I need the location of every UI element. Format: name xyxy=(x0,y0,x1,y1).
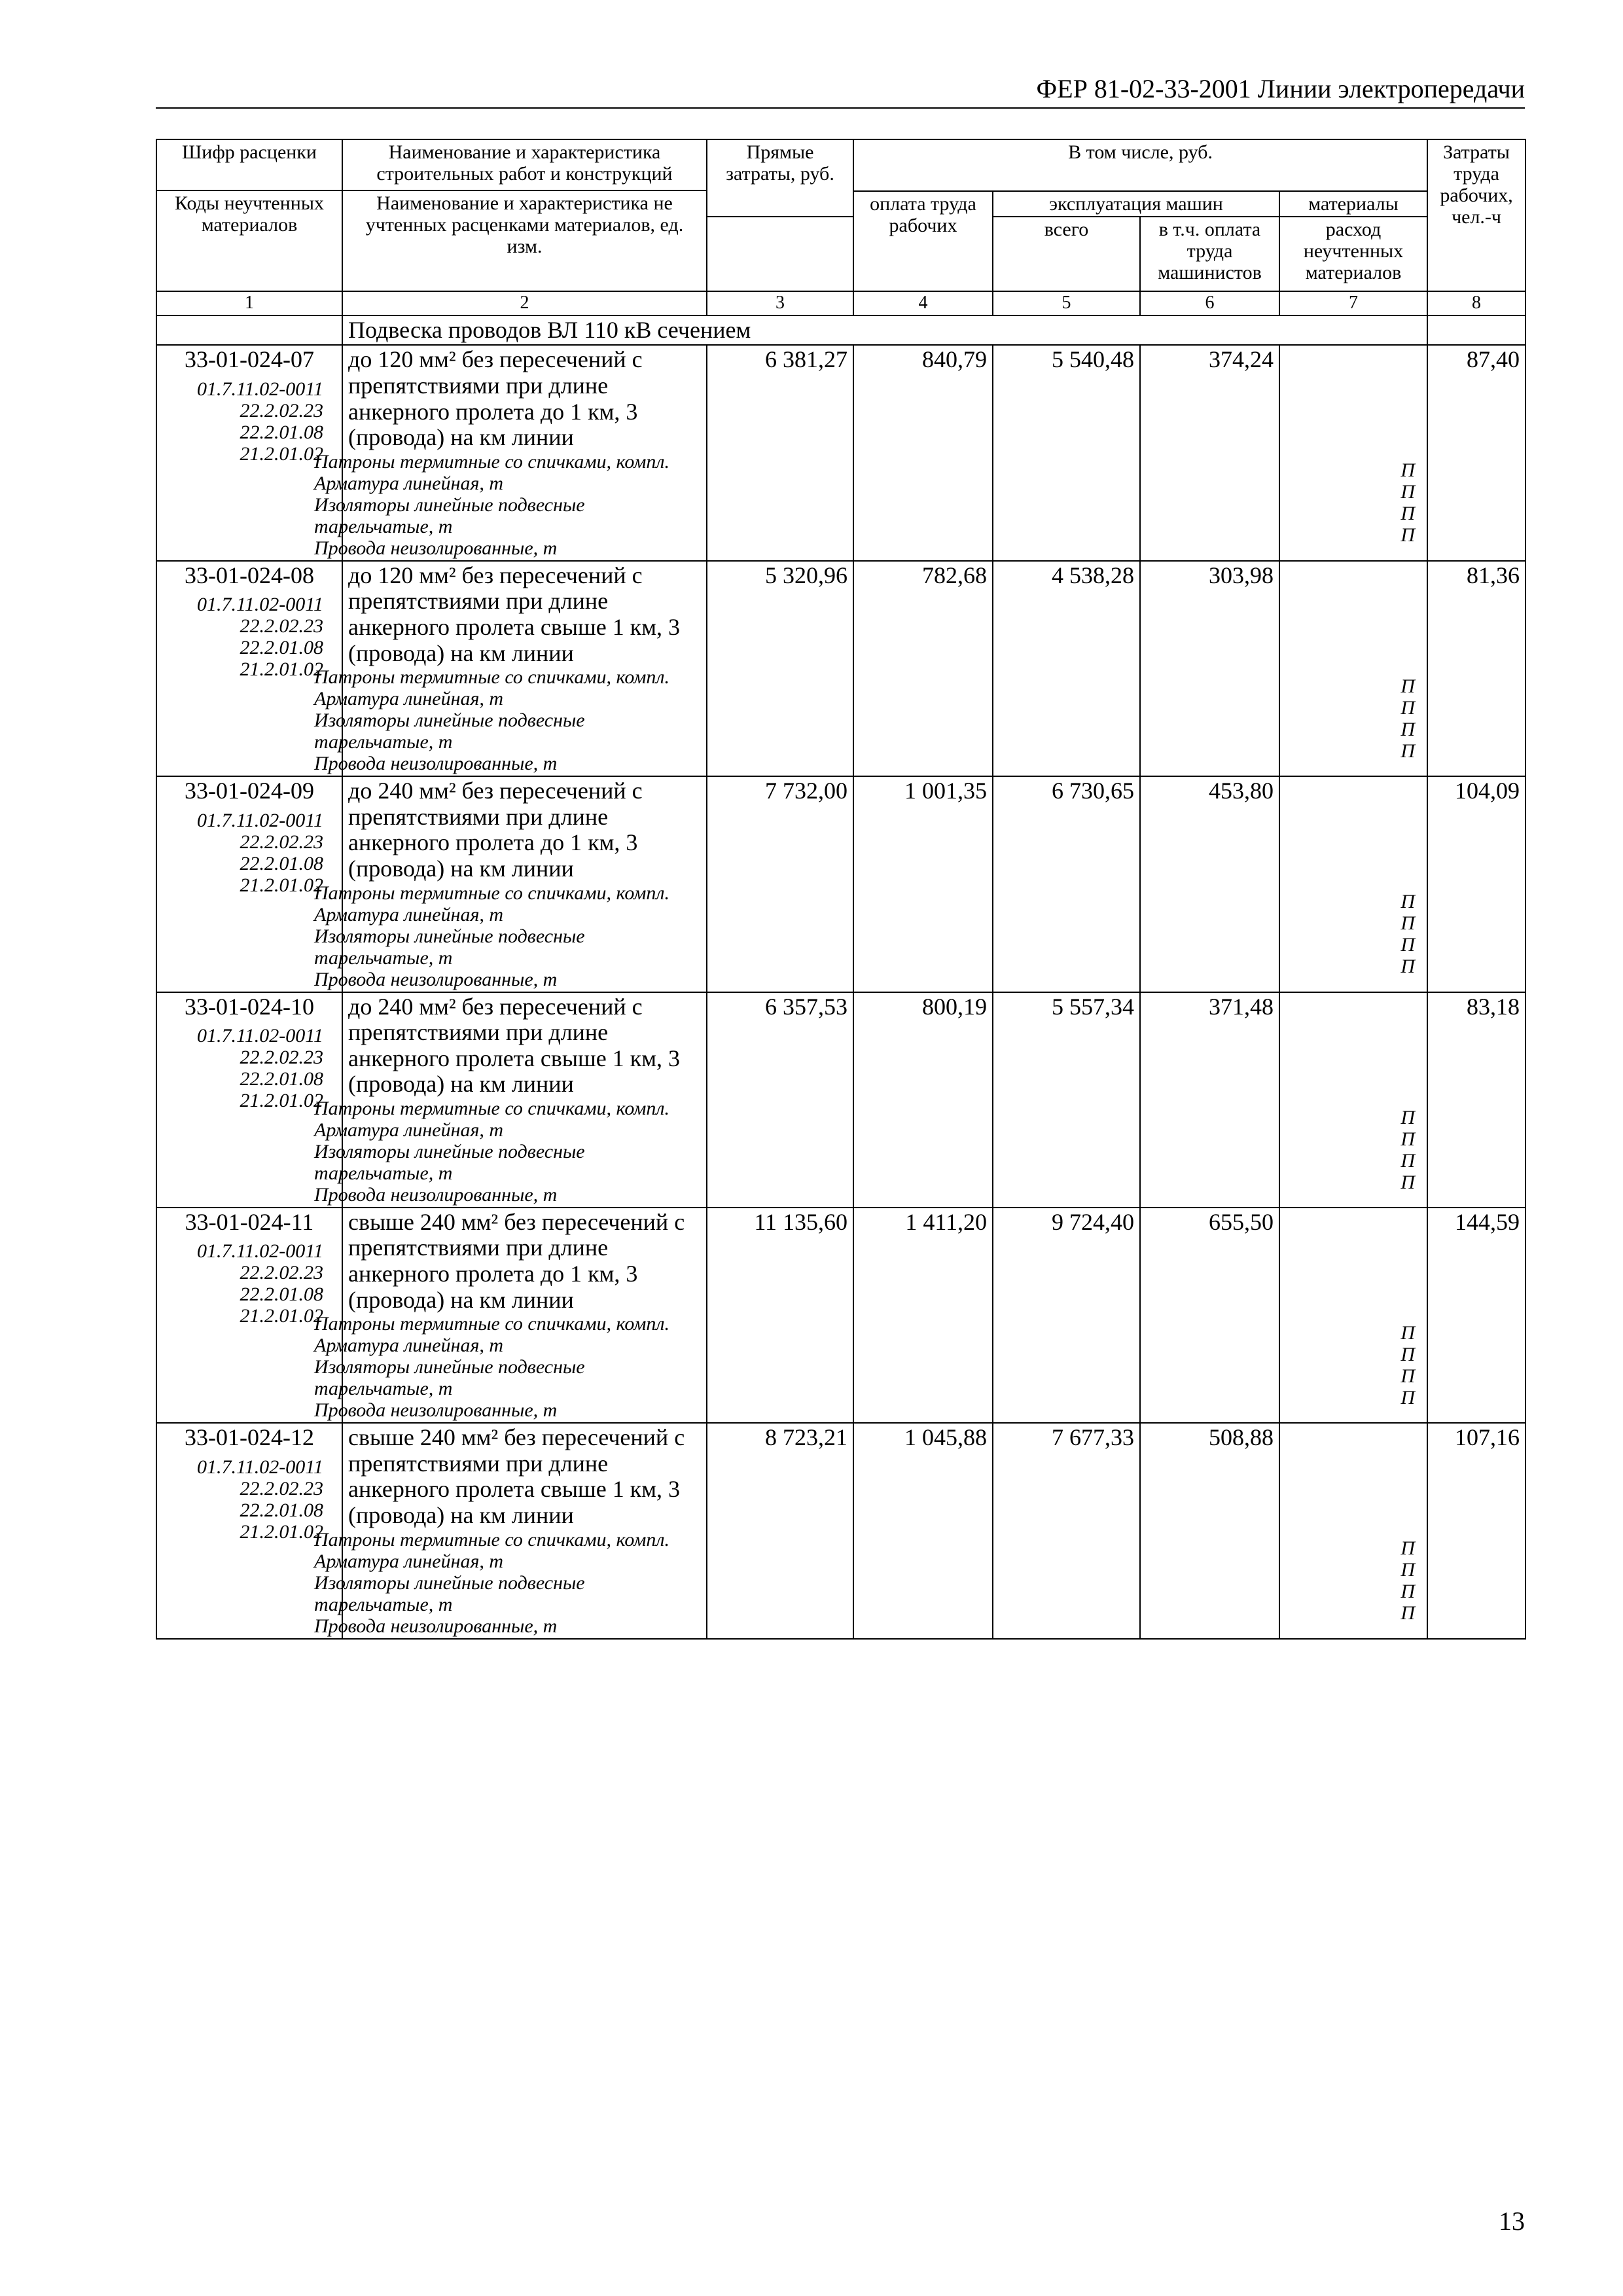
machine-labor: 508,88 xyxy=(1140,1423,1279,1638)
material-code: 01.7.11.02-0011 xyxy=(196,1240,323,1263)
section-title: Подвеска проводов ВЛ 110 кВ сечением xyxy=(342,315,1427,346)
material-flag: П xyxy=(1400,1128,1416,1150)
table-row xyxy=(156,561,1525,776)
material-name: Провода неизолированные, т xyxy=(314,753,558,775)
rate-desc-cell xyxy=(314,1208,707,1423)
material-code: 01.7.11.02-0011 xyxy=(196,809,323,831)
header-rule xyxy=(156,107,1525,109)
direct-cost: 6 381,27 xyxy=(707,345,853,560)
rate-code: 33-01-024-08 xyxy=(185,562,314,588)
material-code: 22.2.01.08 xyxy=(240,1499,323,1521)
material-code: 21.2.01.02 xyxy=(240,658,323,681)
rate-description: свыше 240 мм² без пересечений с препятствиями при длине анкерного пролета свыше 1 км, 3 (провода) на км линии xyxy=(348,1424,685,1529)
material-name: Изоляторы линейные подвесные тарельчатые, т xyxy=(314,1571,585,1615)
materials-cell xyxy=(1279,992,1427,1208)
material-name: Арматура линейная, т xyxy=(314,472,504,494)
material-code: 01.7.11.02-0011 xyxy=(196,1025,323,1047)
column-number: 4 xyxy=(853,291,993,315)
col3-header-cont xyxy=(707,217,853,291)
machine-labor: 303,98 xyxy=(1140,561,1279,776)
direct-cost: 8 723,21 xyxy=(707,1423,853,1638)
machine-labor: 374,24 xyxy=(1140,345,1279,560)
page-number: 13 xyxy=(1499,2206,1525,2236)
material-code: 22.2.02.23 xyxy=(240,1477,323,1499)
labor-hours: 107,16 xyxy=(1427,1423,1525,1638)
column-number: 6 xyxy=(1140,291,1279,315)
machine-total: 6 730,65 xyxy=(993,776,1140,992)
material-name: Патроны термитные со спичками, компл. xyxy=(314,1528,669,1551)
machine-total: 4 538,28 xyxy=(993,561,1140,776)
material-name: Провода неизолированные, т xyxy=(314,537,558,559)
col8-header: Затраты труда рабочих, чел.-ч xyxy=(1427,139,1525,291)
material-code: 01.7.11.02-0011 xyxy=(196,594,323,616)
materials-cell xyxy=(1279,345,1427,560)
material-code: 22.2.02.23 xyxy=(240,831,323,853)
material-flag: П xyxy=(1400,1343,1416,1365)
material-flag: П xyxy=(1400,503,1416,525)
rate-description: свыше 240 мм² без пересечений с препятствиями при длине анкерного пролета до 1 км, 3 (провода) на км линии xyxy=(348,1208,685,1313)
col1-header-bottom: Коды неучтенных материалов xyxy=(156,190,342,291)
labor-cost: 782,68 xyxy=(853,561,993,776)
material-flag: П xyxy=(1400,891,1416,913)
col7-header: расход неучтенных материалов xyxy=(1279,217,1427,291)
materials-header: материалы xyxy=(1279,191,1427,217)
table-row xyxy=(156,1423,1525,1638)
material-name: Патроны термитные со спичками, компл. xyxy=(314,450,669,473)
column-number: 1 xyxy=(156,291,342,315)
material-name: Арматура линейная, т xyxy=(314,1119,504,1141)
material-flag: П xyxy=(1400,524,1416,547)
rate-description: до 120 мм² без пересечений с препятствиями при длине анкерного пролета свыше 1 км, 3 (провода) на км линии xyxy=(348,562,680,666)
material-name: Провода неизолированные, т xyxy=(314,1615,558,1637)
material-name: Провода неизолированные, т xyxy=(314,968,558,990)
col1-header-top: Шифр расценки xyxy=(156,139,342,190)
material-name: Арматура линейная, т xyxy=(314,903,504,925)
labor-cost: 1 045,88 xyxy=(853,1423,993,1638)
direct-cost: 5 320,96 xyxy=(707,561,853,776)
rate-code: 33-01-024-09 xyxy=(185,778,314,804)
material-name: Патроны термитные со спичками, компл. xyxy=(314,1313,669,1335)
column-number: 8 xyxy=(1427,291,1525,315)
material-code: 21.2.01.02 xyxy=(240,442,323,465)
material-name: Изоляторы линейные подвесные тарельчатые, т xyxy=(314,1356,585,1400)
material-name: Изоляторы линейные подвесные тарельчатые, т xyxy=(314,709,585,753)
rate-description: до 240 мм² без пересечений с препятствиями при длине анкерного пролета до 1 км, 3 (провода) на км линии xyxy=(348,778,643,882)
material-code: 22.2.01.08 xyxy=(240,637,323,659)
rate-code: 33-01-024-10 xyxy=(185,993,314,1020)
material-code: 22.2.02.23 xyxy=(240,1262,323,1284)
running-header: ФЕР 81-02-33-2001 Линии электропередачи xyxy=(1036,74,1525,103)
materials-cell xyxy=(1279,1423,1427,1638)
material-code: 21.2.01.02 xyxy=(240,1090,323,1112)
material-name: Провода неизолированные, т xyxy=(314,1399,558,1422)
material-code: 21.2.01.02 xyxy=(240,1305,323,1327)
column-number: 7 xyxy=(1279,291,1427,315)
col3-header: Прямые затраты, руб. xyxy=(707,139,853,217)
material-flag: П xyxy=(1400,1537,1416,1560)
machine-total: 5 540,48 xyxy=(993,345,1140,560)
material-flag: П xyxy=(1400,1386,1416,1408)
labor-hours: 87,40 xyxy=(1427,345,1525,560)
section-row xyxy=(156,315,1525,346)
table-row xyxy=(156,776,1525,992)
labor-hours: 104,09 xyxy=(1427,776,1525,992)
rate-rows xyxy=(156,345,1525,1638)
material-flag: П xyxy=(1400,718,1416,740)
material-name: Изоляторы линейные подвесные тарельчатые, т xyxy=(314,493,585,537)
table-row xyxy=(156,992,1525,1208)
labor-cost: 840,79 xyxy=(853,345,993,560)
material-code: 01.7.11.02-0011 xyxy=(196,1456,323,1478)
rate-desc-cell xyxy=(314,345,707,560)
material-code: 22.2.02.23 xyxy=(240,615,323,637)
col2-header-top: Наименование и характеристика строительных работ и конструкций xyxy=(342,139,707,190)
direct-cost: 7 732,00 xyxy=(707,776,853,992)
material-flag: П xyxy=(1400,481,1416,503)
labor-hours: 83,18 xyxy=(1427,992,1525,1208)
material-flag: П xyxy=(1400,675,1416,697)
material-code: 01.7.11.02-0011 xyxy=(196,378,323,400)
table-row xyxy=(156,345,1525,560)
material-code: 22.2.01.08 xyxy=(240,852,323,874)
col4-header: оплата труда рабочих xyxy=(853,191,993,291)
material-code: 21.2.01.02 xyxy=(240,874,323,896)
material-name: Изоляторы линейные подвесные тарельчатые, т xyxy=(314,925,585,969)
labor-cost: 1 001,35 xyxy=(853,776,993,992)
col6-header: в т.ч. оплата труда машинистов xyxy=(1140,217,1279,291)
material-name: Изоляторы линейные подвесные тарельчатые, т xyxy=(314,1140,585,1184)
rates-table xyxy=(156,139,1526,1640)
material-flag: П xyxy=(1400,740,1416,762)
labor-cost: 800,19 xyxy=(853,992,993,1208)
machines-header: эксплуатация машин xyxy=(993,191,1279,217)
direct-cost: 6 357,53 xyxy=(707,992,853,1208)
material-code: 22.2.01.08 xyxy=(240,1068,323,1090)
material-code: 22.2.02.23 xyxy=(240,1047,323,1069)
material-name: Арматура линейная, т xyxy=(314,1550,504,1572)
materials-cell xyxy=(1279,776,1427,992)
machine-total: 5 557,34 xyxy=(993,992,1140,1208)
column-number: 5 xyxy=(993,291,1140,315)
rate-desc-cell xyxy=(314,561,707,776)
column-number: 2 xyxy=(342,291,707,315)
machine-total: 9 724,40 xyxy=(993,1208,1140,1423)
machine-labor: 453,80 xyxy=(1140,776,1279,992)
material-flag: П xyxy=(1400,1581,1416,1603)
rate-code: 33-01-024-12 xyxy=(185,1424,314,1451)
table-row xyxy=(156,1208,1525,1423)
material-flag: П xyxy=(1400,912,1416,935)
direct-cost: 11 135,60 xyxy=(707,1208,853,1423)
materials-cell xyxy=(1279,1208,1427,1423)
material-code: 22.2.01.08 xyxy=(240,421,323,443)
material-flag: П xyxy=(1400,956,1416,978)
rate-code: 33-01-024-11 xyxy=(185,1208,314,1235)
column-number-row xyxy=(156,291,1525,315)
material-flag: П xyxy=(1400,696,1416,719)
material-name: Арматура линейная, т xyxy=(314,1335,504,1357)
rate-desc-cell xyxy=(314,992,707,1208)
rate-description: до 240 мм² без пересечений с препятствиями при длине анкерного пролета свыше 1 км, 3 (провода) на км линии xyxy=(348,993,680,1098)
material-code: 22.2.02.23 xyxy=(240,399,323,422)
material-flag: П xyxy=(1400,1149,1416,1172)
rate-desc-cell xyxy=(314,1423,707,1638)
machine-labor: 655,50 xyxy=(1140,1208,1279,1423)
rate-code: 33-01-024-07 xyxy=(185,346,314,373)
material-flag: П xyxy=(1400,1106,1416,1128)
col2-header-bottom: Наименование и характеристика не учтенных расценками материалов, ед. изм. xyxy=(342,190,707,291)
material-flag: П xyxy=(1400,934,1416,956)
machine-labor: 371,48 xyxy=(1140,992,1279,1208)
material-name: Провода неизолированные, т xyxy=(314,1183,558,1206)
machine-total: 7 677,33 xyxy=(993,1423,1140,1638)
col5-header: всего xyxy=(993,217,1140,291)
material-flag: П xyxy=(1400,1365,1416,1387)
material-name: Патроны термитные со спичками, компл. xyxy=(314,882,669,904)
material-flag: П xyxy=(1400,1559,1416,1581)
material-flag: П xyxy=(1400,1321,1416,1344)
labor-hours: 81,36 xyxy=(1427,561,1525,776)
group-header: В том числе, руб. xyxy=(853,139,1427,191)
material-flag: П xyxy=(1400,1171,1416,1193)
rate-description: до 120 мм² без пересечений с препятствиями при длине анкерного пролета до 1 км, 3 (провода) на км линии xyxy=(348,346,643,451)
material-flag: П xyxy=(1400,459,1416,482)
material-name: Патроны термитные со спичками, компл. xyxy=(314,666,669,689)
material-code: 22.2.01.08 xyxy=(240,1283,323,1306)
materials-cell xyxy=(1279,561,1427,776)
material-flag: П xyxy=(1400,1602,1416,1624)
material-code: 21.2.01.02 xyxy=(240,1520,323,1543)
labor-hours: 144,59 xyxy=(1427,1208,1525,1423)
labor-cost: 1 411,20 xyxy=(853,1208,993,1423)
column-number: 3 xyxy=(707,291,853,315)
rate-desc-cell xyxy=(314,776,707,992)
material-name: Арматура линейная, т xyxy=(314,688,504,710)
material-name: Патроны термитные со спичками, компл. xyxy=(314,1097,669,1119)
